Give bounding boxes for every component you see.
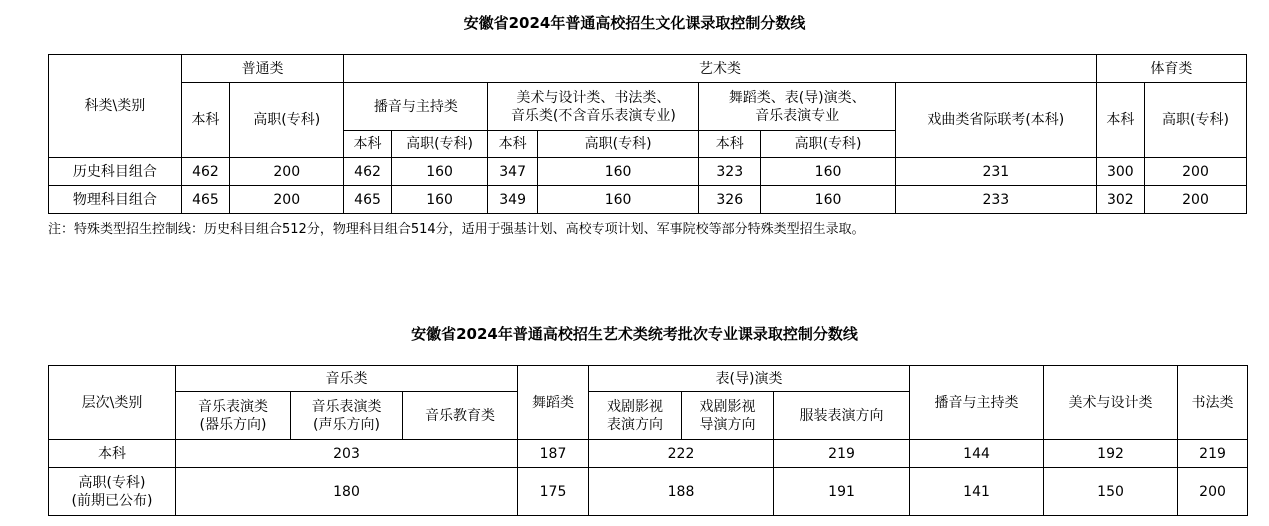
cell: 465	[181, 186, 229, 214]
table1-title: 安徽省2024年普通高校招生文化课录取控制分数线	[463, 14, 806, 32]
cell: 233	[895, 186, 1096, 214]
row-label: 高职(专科) (前期已公布)	[49, 468, 176, 516]
cell: 200	[1145, 158, 1247, 186]
header-xiqu: 戏曲类省际联考(本科)	[895, 83, 1096, 158]
header-boyin: 播音与主持类	[910, 366, 1044, 440]
header-meishu-shufa-yinyue: 美术与设计类、书法类、 音乐类(不含音乐表演专业)	[488, 83, 699, 131]
cell: 200	[230, 186, 344, 214]
cell: 219	[1178, 440, 1248, 468]
table-row	[49, 186, 1247, 214]
table-row	[49, 158, 1247, 186]
header-tiyu-benke: 本科	[1096, 83, 1144, 158]
cell: 347	[488, 158, 537, 186]
cell: 160	[391, 158, 488, 186]
header-boyin-gaozhi: 高职(专科)	[391, 131, 488, 158]
cell: 349	[488, 186, 537, 214]
cell: 231	[895, 158, 1096, 186]
cell: 144	[910, 440, 1044, 468]
header-xiju-daoyan: 戏剧影视 导演方向	[682, 392, 774, 440]
cell: 150	[1044, 468, 1178, 516]
row-label: 历史科目组合	[49, 158, 182, 186]
header-tiyu-gaozhi: 高职(专科)	[1145, 83, 1247, 158]
header-corner: 科类\类别	[49, 55, 182, 158]
header-wudao: 舞蹈类	[518, 366, 589, 440]
cell: 160	[537, 158, 699, 186]
cell: 192	[1044, 440, 1178, 468]
header-wudao-benke: 本科	[699, 131, 761, 158]
header-shufa: 书法类	[1178, 366, 1248, 440]
cell: 222	[589, 440, 774, 468]
cell: 462	[344, 158, 391, 186]
cell: 187	[518, 440, 589, 468]
header-tiyu: 体育类	[1096, 55, 1246, 83]
cell: 462	[181, 158, 229, 186]
art-score-table	[48, 365, 1248, 516]
header-boyin-benke: 本科	[344, 131, 391, 158]
cell: 175	[518, 468, 589, 516]
table2-title: 安徽省2024年普通高校招生艺术类统考批次专业课录取控制分数线	[411, 325, 858, 343]
row-label: 物理科目组合	[49, 186, 182, 214]
cell: 219	[774, 440, 910, 468]
cell: 326	[699, 186, 761, 214]
header-yinyue: 音乐类	[176, 366, 518, 392]
table-row	[49, 440, 1248, 468]
header-wudao-biaoyan: 舞蹈类、表(导)演类、 音乐表演专业	[699, 83, 896, 131]
row-label: 本科	[49, 440, 176, 468]
cell: 160	[761, 158, 896, 186]
footnote: 注：特殊类型招生控制线：历史科目组合512分，物理科目组合514分，适用于强基计划、高校专项计划、军事院校等部分特殊类型招生录取。	[48, 222, 865, 237]
header-fuzhuang: 服装表演方向	[774, 392, 910, 440]
cell: 191	[774, 468, 910, 516]
cell: 302	[1096, 186, 1144, 214]
header-xiju-biaoyan: 戏剧影视 表演方向	[589, 392, 682, 440]
cell: 141	[910, 468, 1044, 516]
cell: 160	[761, 186, 896, 214]
cell: 465	[344, 186, 391, 214]
header-boyin: 播音与主持类	[344, 83, 488, 131]
cell: 200	[1178, 468, 1248, 516]
cell: 203	[176, 440, 518, 468]
cell: 160	[391, 186, 488, 214]
header-corner: 层次\类别	[49, 366, 176, 440]
cell: 200	[1145, 186, 1247, 214]
header-yueqi: 音乐表演类 (器乐方向)	[176, 392, 291, 440]
cell: 188	[589, 468, 774, 516]
header-biaoyan: 表(导)演类	[589, 366, 910, 392]
header-meishu-benke: 本科	[488, 131, 537, 158]
cell: 180	[176, 468, 518, 516]
cell: 200	[230, 158, 344, 186]
header-putong-gaozhi: 高职(专科)	[230, 83, 344, 158]
culture-score-table	[48, 54, 1247, 214]
header-meishu: 美术与设计类	[1044, 366, 1178, 440]
header-shengyue: 音乐表演类 (声乐方向)	[291, 392, 403, 440]
header-putong-benke: 本科	[181, 83, 229, 158]
header-yishu: 艺术类	[344, 55, 1096, 83]
table-row	[49, 468, 1248, 516]
header-putong: 普通类	[181, 55, 344, 83]
header-wudao-gaozhi: 高职(专科)	[761, 131, 896, 158]
cell: 300	[1096, 158, 1144, 186]
cell: 160	[537, 186, 699, 214]
header-meishu-gaozhi: 高职(专科)	[537, 131, 699, 158]
cell: 323	[699, 158, 761, 186]
header-yinyue-jiaoyu: 音乐教育类	[403, 392, 518, 440]
